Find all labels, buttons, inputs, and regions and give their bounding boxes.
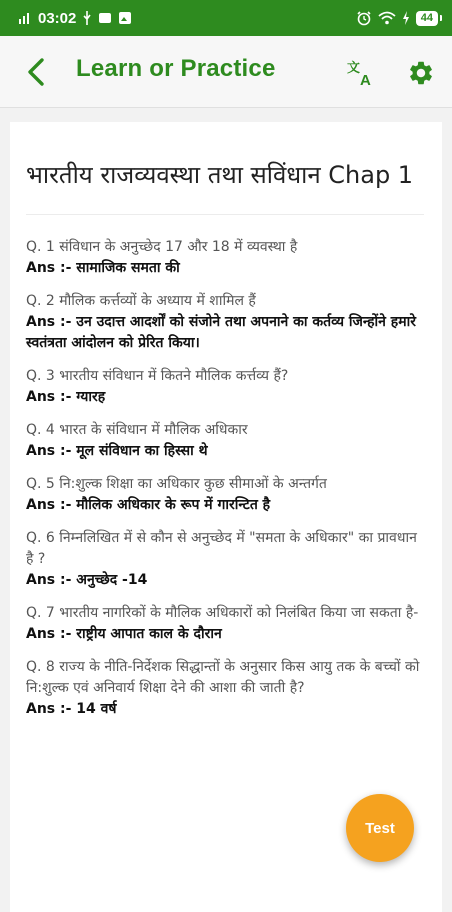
chapter-title: भारतीय राजव्यवस्था तथा सविंधान Chap 1 <box>26 158 424 215</box>
status-time: 03:02 <box>38 9 77 27</box>
charging-icon <box>402 11 410 25</box>
answer-text: Ans :- 14 वर्ष <box>26 701 117 717</box>
status-right <box>356 10 442 26</box>
settings-button[interactable] <box>404 56 438 90</box>
list-item <box>26 291 424 354</box>
list-item <box>26 237 424 279</box>
battery-level: 44 <box>416 11 438 26</box>
svg-text:A: A <box>360 72 371 88</box>
app-bar <box>0 36 452 108</box>
list-item <box>26 474 424 516</box>
answer-text: Ans :- राष्ट्रीय आपात काल के दौरान <box>26 626 222 642</box>
question-text: Q. 2 मौलिक कर्त्तव्यों के अध्याय में शामिल हैं <box>26 293 256 309</box>
wifi-icon <box>378 11 396 25</box>
list-item <box>26 657 424 720</box>
answer-text: Ans :- ग्यारह <box>26 389 106 405</box>
question-text: Q. 1 संविधान के अनुच्छेद 17 और 18 में व्यवस्था है <box>26 239 298 255</box>
gear-icon <box>407 59 435 87</box>
list-item <box>26 528 424 591</box>
question-text: Q. 8 राज्य के नीति-निर्देशक सिद्धान्तों के अनुसार किस आयु तक के बच्चों को नि:शुल्क एवं अनिवार्य शिक्षा देने की आशा की जाती है? <box>26 659 420 696</box>
status-left <box>18 10 132 27</box>
question-text: Q. 3 भारतीय संविधान में कितने मौलिक कर्त्तव्य हैं? <box>26 368 289 384</box>
list-item <box>26 603 424 645</box>
translate-icon <box>346 58 376 88</box>
answer-text: Ans :- सामाजिक समता की <box>26 260 180 276</box>
translate-button[interactable] <box>344 56 378 90</box>
alarm-icon <box>356 10 372 26</box>
answer-text: Ans :- अनुच्छेद -14 <box>26 572 148 588</box>
question-text: Q. 6 निम्नलिखित में से कौन से अनुच्छेद में "समता के अधिकार" का प्रावधान है ? <box>26 530 417 567</box>
answer-text: Ans :- उन उदात्त आदर्शों को संजोने तथा अपनाने का कर्तव्य जिन्होंने हमारे स्वतंत्रता आंदोलन को प्रेरित किया। <box>26 314 416 351</box>
question-text: Q. 4 भारत के संविधान में मौलिक अधिकार <box>26 422 248 438</box>
gallery-icon <box>118 11 132 25</box>
list-item <box>26 420 424 462</box>
answer-text: Ans :- मौलिक अधिकार के रूप में गारन्टित है <box>26 497 271 513</box>
test-button[interactable]: Test <box>346 794 414 862</box>
list-item <box>26 366 424 408</box>
back-arrow-icon <box>26 57 46 87</box>
question-list <box>26 237 424 720</box>
battery-indicator <box>416 11 442 26</box>
usb-icon <box>82 11 92 25</box>
message-icon <box>98 11 112 25</box>
answer-text: Ans :- मूल संविधान का हिस्सा थे <box>26 443 208 459</box>
svg-text:文: 文 <box>347 61 361 76</box>
question-text: Q. 5 नि:शुल्क शिक्षा का अधिकार कुछ सीमाओं के अन्तर्गत <box>26 476 327 492</box>
question-text: Q. 7 भारतीय नागरिकों के मौलिक अधिकारों को निलंबित किया जा सकता है- <box>26 605 419 621</box>
page-title: Learn or Practice <box>76 55 276 82</box>
status-bar <box>0 0 452 36</box>
back-button[interactable] <box>20 56 52 88</box>
signal-4g-icon <box>18 11 32 25</box>
